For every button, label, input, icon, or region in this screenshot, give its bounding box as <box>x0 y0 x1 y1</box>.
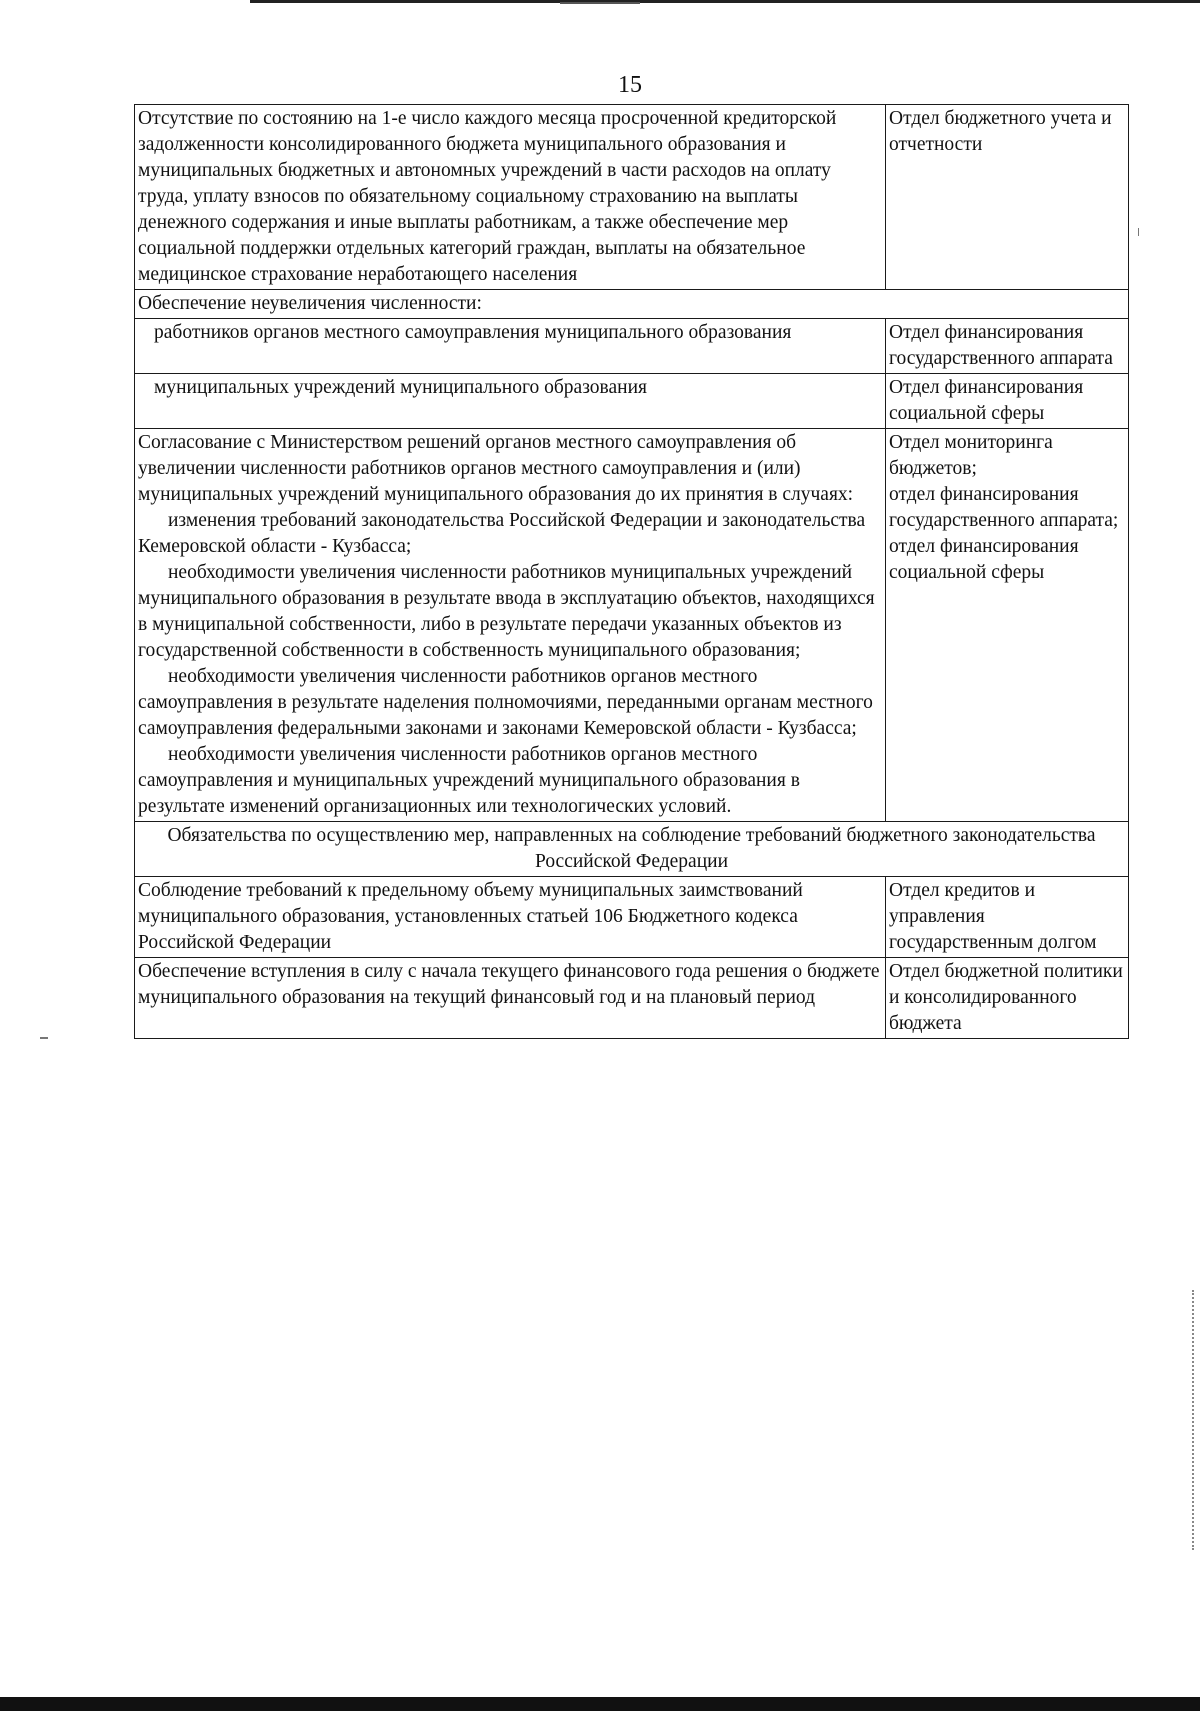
department-cell: Отдел бюджетного учета и отчетности <box>886 105 1129 290</box>
table-row <box>135 319 1129 374</box>
department-cell <box>886 429 1129 822</box>
department-line: отдел финансирования социальной сферы <box>889 536 1079 583</box>
requirement-cell: Отсутствие по состоянию на 1-е число каждого месяца просроченной кредиторской задолженности консолидированного бюджета муниципального образования и муниципальных бюджетных и автономных учреждений в части расходов на оплату труда, уплату взносов по обязательному социальному страхованию на выплаты денежного содержания и иные выплаты работникам, а также обеспечение мер социальной поддержки отдельных категорий граждан, выплаты на обязательное медицинское страхование неработающего населения <box>135 105 886 290</box>
requirement-cell: муниципальных учреждений муниципального образования <box>135 374 886 429</box>
requirement-cell: Соблюдение требований к предельному объему муниципальных заимствований муниципального образования, установленных статьей 106 Бюджетного кодекса Российской Федерации <box>135 877 886 958</box>
department-cell: Отдел финансирования социальной сферы <box>886 374 1129 429</box>
table-row <box>135 822 1129 877</box>
paragraph: необходимости увеличения численности работников органов местного самоуправления и муниципальных учреждений муниципального образования в результате изменений организационных или технологических условий. <box>138 744 800 817</box>
department-cell: Отдел финансирования государственного аппарата <box>886 319 1129 374</box>
section-subheading: Обеспечение неувеличения численности: <box>135 290 1129 319</box>
page-number: 15 <box>618 72 642 98</box>
scan-top-rule <box>250 0 1200 3</box>
paragraph: Согласование с Министерством решений органов местного самоуправления об увеличении численности работников органов местного самоуправления и (или) муниципальных учреждений муниципального образования до их принятия в случаях: <box>138 432 854 505</box>
paragraph: необходимости увеличения численности работников органов местного самоуправления в результате наделения полномочиями, переданными органам местного самоуправления федеральными законами и законами Кемеровской области - Кузбасса; <box>138 666 873 739</box>
paragraph: изменения требований законодательства Российской Федерации и законодательства Кемеровской области - Кузбасса; <box>138 510 866 557</box>
responsibility-table <box>134 104 1129 1039</box>
table-row <box>135 429 1129 822</box>
scan-edge-marks <box>1192 1290 1197 1550</box>
requirement-cell <box>135 429 886 822</box>
section-heading: Обязательства по осуществлению мер, направленных на соблюдение требований бюджетного законодательства Российской Федерации <box>135 822 1129 877</box>
table-row <box>135 877 1129 958</box>
department-cell: Отдел кредитов и управления государственным долгом <box>886 877 1129 958</box>
department-line: отдел финансирования государственного аппарата; <box>889 484 1119 531</box>
scan-bottom-edge <box>0 1697 1200 1711</box>
table-row <box>135 374 1129 429</box>
department-cell: Отдел бюджетной политики и консолидированного бюджета <box>886 958 1129 1039</box>
requirement-cell: работников органов местного самоуправления муниципального образования <box>135 319 886 374</box>
table-row <box>135 105 1129 290</box>
requirement-cell: Обеспечение вступления в силу с начала текущего финансового года решения о бюджете муниципального образования на текущий финансовый год и на плановый период <box>135 958 886 1039</box>
table-row <box>135 290 1129 319</box>
department-line: Отдел мониторинга бюджетов; <box>889 432 1053 479</box>
paragraph: необходимости увеличения численности работников муниципальных учреждений муниципального образования в результате ввода в эксплуатацию объектов, находящихся в муниципальной собственности, либо в результате передачи указанных объектов из государственной собственности в собственность муниципального образования; <box>138 562 875 661</box>
scan-speck <box>40 1037 48 1039</box>
scan-speck <box>1138 228 1139 236</box>
scan-top-rule-mark <box>560 2 640 4</box>
table-row <box>135 958 1129 1039</box>
